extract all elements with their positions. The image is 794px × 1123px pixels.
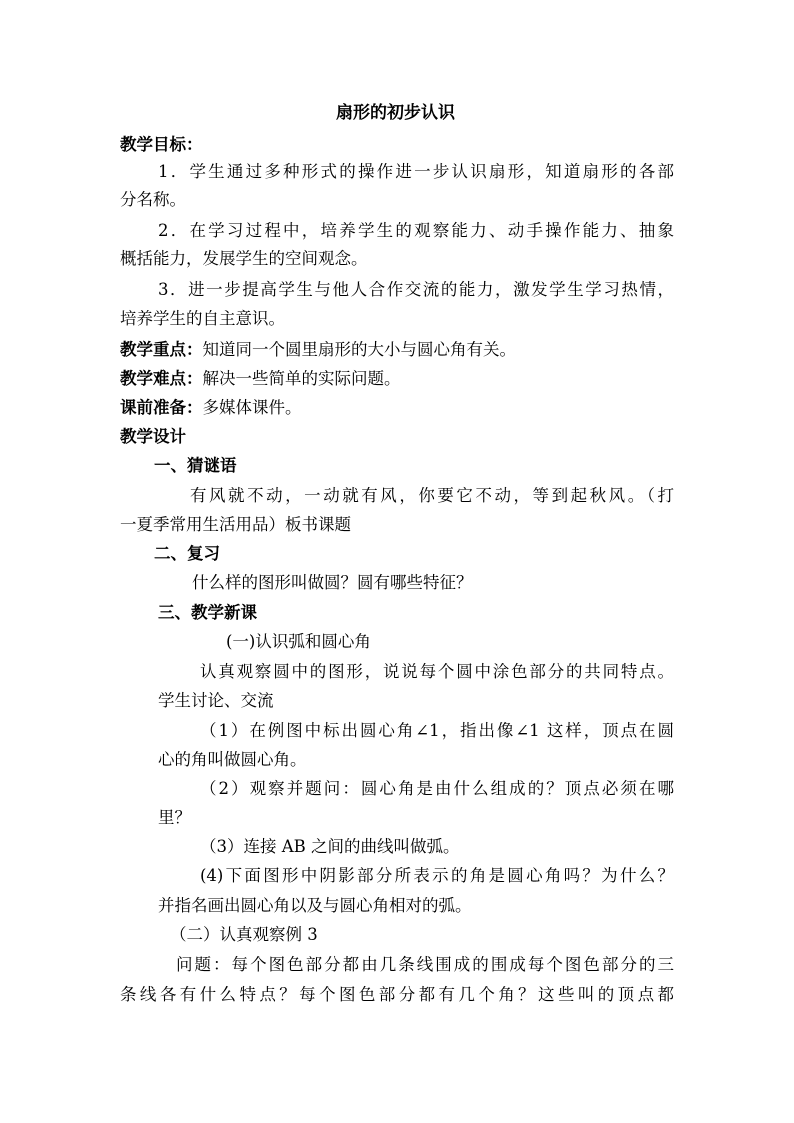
section-1-line-1: 有风就不动，一动就有风，你要它不动，等到起秋风。（打 (190, 486, 674, 505)
section-3-para-1-line-2: 学生讨论、交流 (158, 691, 274, 710)
question-3: （3）连接 AB 之间的曲线叫做弧。 (200, 837, 460, 856)
key-point-label: 教学重点： (120, 340, 203, 359)
preparation-text: 多媒体课件。 (202, 398, 302, 417)
objectives-heading: 教学目标： (120, 135, 203, 154)
section-3-heading: 三、教学新课 (158, 603, 257, 622)
section-1-heading: 一、猜谜语 (154, 456, 237, 475)
question-2-line-2: 里？ (158, 808, 191, 827)
question-1-line-2: 心的角叫做圆心角。 (158, 750, 307, 769)
section-3-sub-1: (一)认识弧和圆心角 (226, 632, 371, 651)
objective-3-line-1: 3．进一步提高学生与他人合作交流的能力，激发学生学习热情， (158, 280, 674, 299)
problem-line-1: 问题：每个图色部分都由几条线围成的围成每个图色部分的三 (176, 955, 674, 974)
difficulty-label: 教学难点： (120, 369, 203, 388)
objective-1-line-1: 1．学生通过多种形式的操作进一步认识扇形，知道扇形的各部 (158, 162, 674, 181)
objective-3-line-2: 培养学生的自主意识。 (120, 309, 285, 328)
section-3-sub-2: （二）认真观察例 3 (170, 925, 318, 944)
objective-2-line-1: 2．在学习过程中，培养学生的观察能力、动手操作能力、抽象 (158, 221, 674, 240)
preparation-label: 课前准备： (120, 398, 203, 417)
design-heading: 教学设计 (120, 427, 186, 446)
section-3-para-1-line-1: 认真观察圆中的图形，说说每个圆中涂色部分的共同特点。 (200, 662, 674, 681)
preparation-row (120, 396, 302, 420)
objective-2-line-2: 概括能力，发展学生的空间观念。 (120, 249, 368, 268)
problem-line-2: 条线各有什么特点？每个图色部分都有几个角？这些叫的顶点都 (120, 985, 674, 1004)
question-1-line-1: （1）在例图中标出圆心角∠1，指出像∠1 这样，顶点在圆 (200, 721, 674, 740)
section-2-text: 什么样的图形叫做圆？圆有哪些特征？ (192, 573, 473, 592)
question-2-line-1: （2）观察并题问：圆心角是由什么组成的？顶点必须在哪 (200, 779, 674, 798)
section-1-line-2: 一夏季常用生活用品）板书课题 (120, 515, 351, 534)
section-2-heading: 二、复习 (154, 544, 220, 563)
key-point-row (120, 338, 516, 362)
question-4-line-1: (4)下面图形中阴影部分所表示的角是圆心角吗？为什么？ (200, 866, 674, 885)
objective-1-line-2: 分名称。 (120, 190, 186, 209)
page-title: 扇形的初步认识 (336, 103, 455, 123)
difficulty-row (120, 367, 401, 391)
question-4-line-2: 并指名画出圆心角以及与圆心角相对的弧。 (158, 896, 472, 915)
key-point-text: 知道同一个圆里扇形的大小与圆心角有关。 (202, 340, 516, 359)
difficulty-text: 解决一些简单的实际问题。 (202, 369, 401, 388)
